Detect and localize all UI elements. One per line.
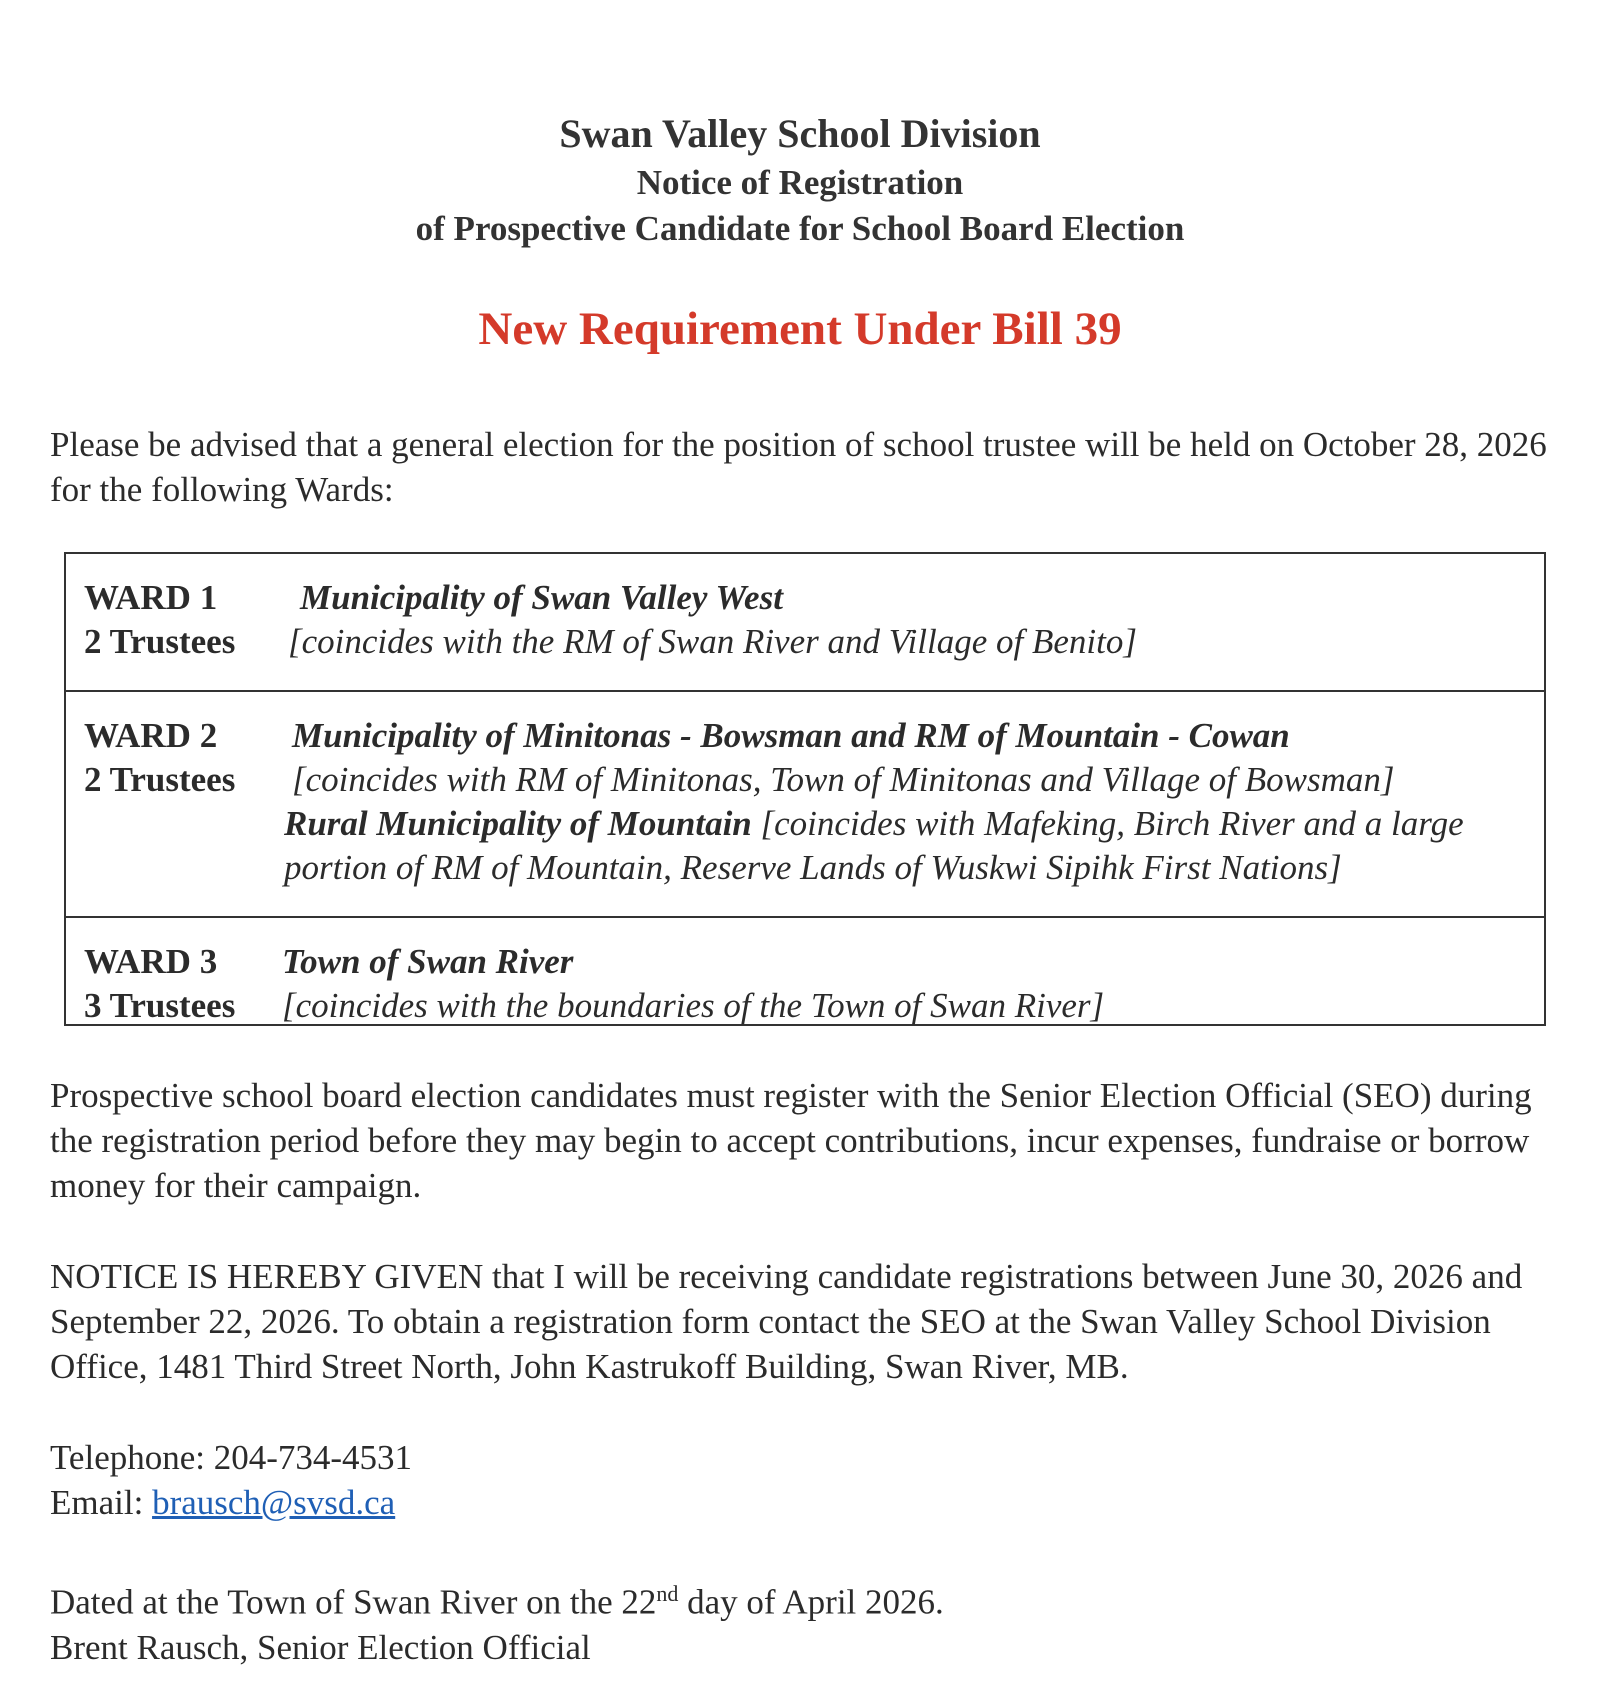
ward-row [66,554,1544,692]
ward-municipality: Municipality of Swan Valley West [300,578,783,617]
dated-ordinal: nd [656,1581,679,1606]
ward-trustees: 2 Trustees [84,622,236,661]
ward-number: WARD 3 [84,942,218,981]
document-header [0,108,1600,252]
email-label: Email: [50,1483,144,1522]
ward-boundary: [coincides with the RM of Swan River and Village of Benito] [288,622,1137,661]
ward-label [84,714,235,802]
ward-row [66,918,1544,1026]
ward-description [284,714,1514,890]
registration-paragraph: Prospective school board election candidates must register with the Senior Election Official (SEO) during the registration period before they may begin to accept contributions, incur expenses, fundraise or borrow money for their campaign. [50,1076,1532,1205]
ward-description [288,576,1514,664]
ward-municipality: Municipality of Minitonas - Bowsman and RM of Mountain - Cowan [292,716,1290,755]
telephone-line [50,1435,1570,1480]
ward-label [84,940,235,1028]
telephone-number: 204-734-4531 [213,1438,413,1477]
organization-name: Swan Valley School Division [559,111,1041,156]
ward-description [282,940,1514,1028]
notice-paragraph: NOTICE IS HEREBY GIVEN that I will be receiving candidate registrations between June 30, 2026 and September 22, 2026. To obtain a registration form contact the SEO at the Swan Valley School Division Office, 1481 Third Street North, John Kastrukoff Building, Swan River, MB. [50,1257,1523,1386]
email-line [50,1480,1570,1525]
email-link[interactable]: brausch@svsd.ca [152,1483,396,1522]
ward-number: WARD 1 [84,578,218,617]
notice-subtitle: of Prospective Candidate for School Board Election [415,209,1185,248]
dated-block [50,1571,1570,1670]
intro-paragraph: Please be advised that a general election for the position of school trustee will be held on October 28, 2026 for the following Wards: [50,425,1547,509]
requirement-heading: New Requirement Under Bill 39 [478,303,1122,355]
wards-table [64,552,1546,1026]
signatory: Brent Rausch, Senior Election Official [50,1627,591,1667]
ward-row [66,692,1544,918]
telephone-label: Telephone: [50,1438,205,1477]
contact-block [50,1435,1570,1525]
ward-trustees: 3 Trustees [84,986,236,1025]
ward-secondary-boundary: [coincides with Mafeking, Birch River and a large portion of RM of Mountain, Reserve Lands of Wuskwi Sipihk First Nations] [284,804,1464,887]
ward-number: WARD 2 [84,716,218,755]
dated-line [50,1571,1570,1625]
notice-title: Notice of Registration [636,163,964,202]
ward-boundary: [coincides with the boundaries of the Town of Swan River] [282,986,1105,1025]
ward-secondary-area [284,802,1514,890]
ward-municipality: Town of Swan River [282,942,574,981]
ward-label [84,576,235,664]
ward-secondary-municipality: Rural Municipality of Mountain [284,804,752,843]
dated-suffix: day of April 2026. [678,1582,944,1622]
ward-boundary: [coincides with RM of Minitonas, Town of Minitonas and Village of Bowsman] [292,760,1395,799]
dated-prefix: Dated at the Town of Swan River on the 22 [50,1582,657,1622]
ward-trustees: 2 Trustees [84,760,236,799]
